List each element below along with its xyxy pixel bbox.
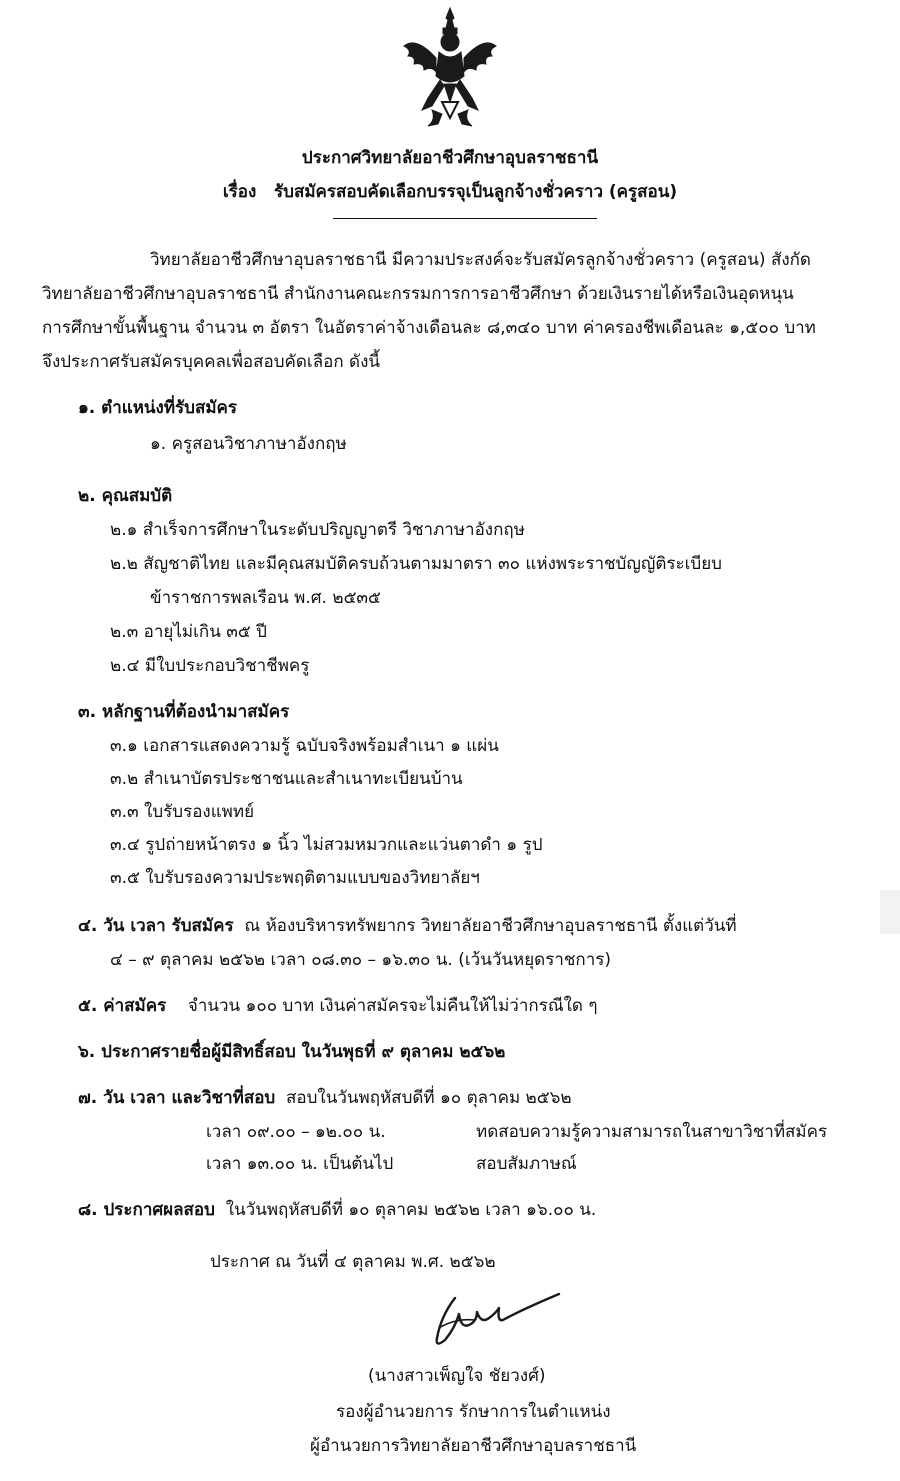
garuda-emblem-icon <box>402 6 498 130</box>
signatory-position-1: รองผู้อำนวยการ รักษาการในตำแหน่ง <box>336 1402 611 1422</box>
section-5 <box>78 994 597 1018</box>
section-3-item: ๓.๓ ใบรับรองแพทย์ <box>110 802 255 822</box>
section-3-item: ๓.๒ สำเนาบัตรประชาชนและสำเนาทะเบียนบ้าน <box>110 769 463 789</box>
section-4-line-1 <box>78 914 737 938</box>
intro-line-1: วิทยาลัยอาชีวศึกษาอุบลราชธานี มีความประสงค์จะรับสมัครลูกจ้างชั่วคราว (ครูสอน) สังกัด <box>150 250 811 270</box>
schedule-subject: สอบสัมภาษณ์ <box>476 1154 577 1174</box>
section-6: ๖. ประกาศรายชื่อผู้มีสิทธิ์สอบ ในวันพุธที่ ๙ ตุลาคม ๒๕๖๒ <box>78 1042 506 1062</box>
section-2-item: ๒.๓ อายุไม่เกิน ๓๕ ปี <box>110 622 267 642</box>
section-1-item: ๑. ครูสอนวิชาภาษาอังกฤษ <box>150 434 347 454</box>
section-3-heading: ๓. หลักฐานที่ต้องนำมาสมัคร <box>78 702 290 722</box>
section-4-heading: ๔. วัน เวลา รับสมัคร <box>78 916 234 936</box>
section-5-text: จำนวน ๑๐๐ บาท เงินค่าสมัครจะไม่คืนให้ไม่ว่ากรณีใด ๆ <box>187 996 598 1016</box>
announced-date: ประกาศ ณ วันที่ ๔ ตุลาคม พ.ศ. ๒๕๖๒ <box>210 1252 496 1272</box>
header-divider <box>333 218 597 219</box>
subject-text: รับสมัครสอบคัดเลือกบรรจุเป็นลูกจ้างชั่วคราว (ครูสอน) <box>274 182 678 202</box>
section-3-item: ๓.๕ ใบรับรองความประพฤติตามแบบของวิทยาลัยฯ <box>110 868 480 888</box>
announcement-title: ประกาศวิทยาลัยอาชีวศึกษาอุบลราชธานี <box>301 148 599 168</box>
section-2-heading: ๒. คุณสมบัติ <box>78 486 173 506</box>
section-7-line-1 <box>78 1086 572 1110</box>
section-5-heading: ๕. ค่าสมัคร <box>78 996 167 1016</box>
intro-line-2: วิทยาลัยอาชีวศึกษาอุบลราชธานี สำนักงานคณะกรรมการการอาชีวศึกษา ด้วยเงินรายได้หรือเงินอุดหนุน <box>42 284 794 304</box>
signatory-position-2: ผู้อำนวยการวิทยาลัยอาชีวศึกษาอุบลราชธานี <box>310 1436 637 1456</box>
schedule-time: เวลา ๑๓.๐๐ น. เป็นต้นไป <box>206 1154 394 1174</box>
section-4-line-2: ๔ – ๙ ตุลาคม ๒๕๖๒ เวลา ๐๘.๓๐ – ๑๖.๓๐ น. (เว้นวันหยุดราชการ) <box>110 950 612 970</box>
section-8 <box>78 1198 596 1222</box>
section-2-item: ๒.๒ สัญชาติไทย และมีคุณสมบัติครบถ้วนตามมาตรา ๓๐ แห่งพระราชบัญญัติระเบียบ <box>110 554 722 574</box>
section-2-item-continued: ข้าราชการพลเรือน พ.ศ. ๒๕๓๕ <box>150 588 381 608</box>
section-2-item: ๒.๑ สำเร็จการศึกษาในระดับปริญญาตรี วิชาภาษาอังกฤษ <box>110 520 525 540</box>
signature <box>425 1288 565 1354</box>
section-2-item: ๒.๔ มีใบประกอบวิชาชีพครู <box>110 656 310 676</box>
intro-line-3: การศึกษาขั้นพื้นฐาน จำนวน ๓ อัตรา ในอัตราค่าจ้างเดือนละ ๘,๓๔๐ บาท ค่าครองชีพเดือนละ ๑,๕๐๐ บาท <box>42 318 816 338</box>
intro-line-4: จึงประกาศรับสมัครบุคคลเพื่อสอบคัดเลือก ดังนี้ <box>42 352 381 372</box>
schedule-time: เวลา ๐๙.๐๐ – ๑๒.๐๐ น. <box>206 1122 386 1142</box>
section-8-heading: ๘. ประกาศผลสอบ <box>78 1200 215 1220</box>
scan-edge-mark <box>880 890 900 934</box>
subject-label: เรื่อง <box>222 182 257 202</box>
schedule-subject: ทดสอบความรู้ความสามารถในสาขาวิชาที่สมัคร <box>476 1122 828 1142</box>
section-3-item: ๓.๔ รูปถ่ายหน้าตรง ๑ นิ้ว ไม่สวมหมวกและแว่นตาดำ ๑ รูป <box>110 835 543 855</box>
section-4-location: ณ ห้องบริหารทรัพยากร วิทยาลัยอาชีวศึกษาอุบลราชธานี ตั้งแต่วันที่ <box>244 916 737 936</box>
section-7-date: สอบในวันพฤหัสบดีที่ ๑๐ ตุลาคม ๒๕๖๒ <box>286 1088 572 1108</box>
section-1-heading: ๑. ตำแหน่งที่รับสมัคร <box>78 398 238 418</box>
section-3-item: ๓.๑ เอกสารแสดงความรู้ ฉบับจริงพร้อมสำเนา ๑ แผ่น <box>110 736 499 756</box>
section-7-heading: ๗. วัน เวลา และวิชาที่สอบ <box>78 1088 276 1108</box>
announcement-subject <box>0 180 900 204</box>
section-8-text: ในวันพฤหัสบดีที่ ๑๐ ตุลาคม ๒๕๖๒ เวลา ๑๖.๐๐ น. <box>225 1200 597 1220</box>
signatory-name: (นางสาวเพ็ญใจ ชัยวงศ์) <box>368 1366 546 1386</box>
